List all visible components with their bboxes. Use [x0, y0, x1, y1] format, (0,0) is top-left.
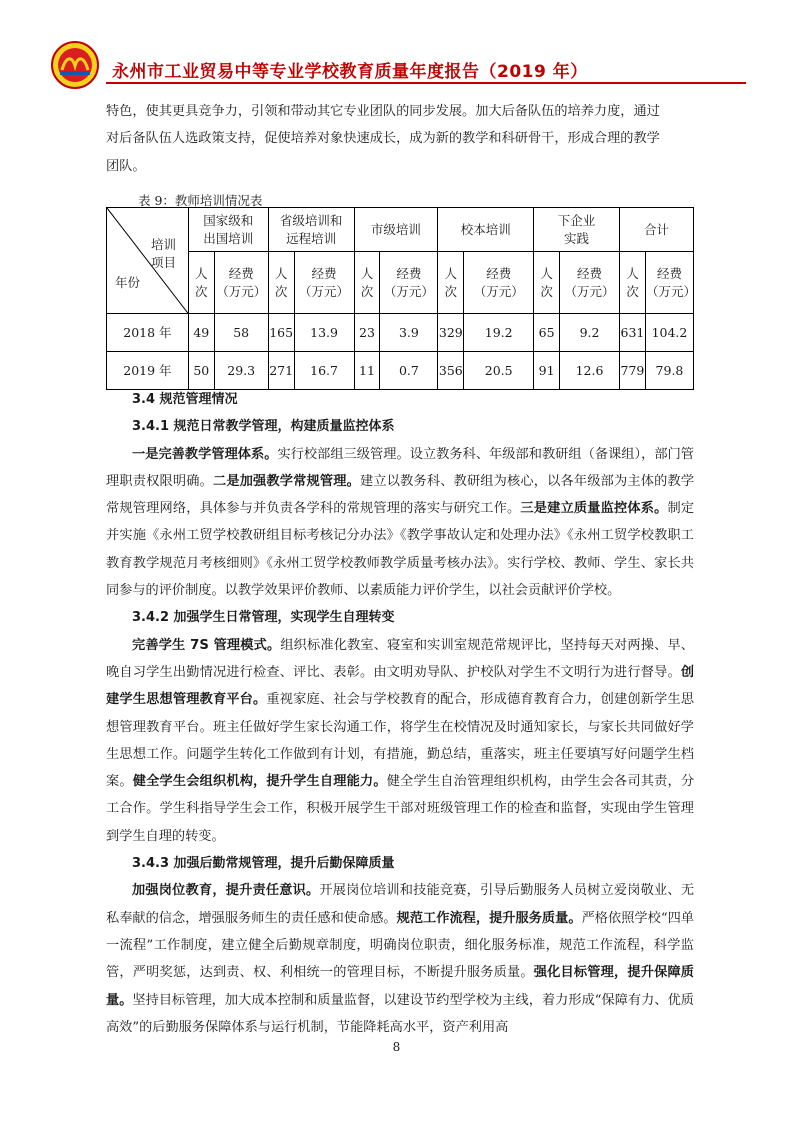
sub-header-count: 人次	[188, 252, 214, 314]
body-text-run: 重视家庭、社会与学校教育的配合，形成德育教育合力，创建创新学生思想管理教育平台。班主任做好学生家长沟通工作，将学生在校情况及时通知家长，与家长共同做好学生思想工作。问题学生转化工作做到有计划，有措施，勤总结，重落实，班主任要填写好问题学生档案。	[106, 692, 695, 790]
bold-lead-phrase: 完善学生 7S 管理模式。	[132, 637, 281, 653]
section-heading-3-4: 3.4 规范管理情况	[132, 392, 238, 407]
teacher-training-table	[106, 207, 694, 390]
table-cell: 631	[619, 314, 645, 352]
sub-header-count: 人次	[438, 252, 464, 314]
paragraph-logistics-management	[106, 877, 694, 1041]
table-cell: 3.9	[380, 314, 438, 352]
table-cell: 91	[534, 352, 560, 390]
group-header-city: 市级培训	[354, 208, 438, 252]
table-cell: 20.5	[464, 352, 534, 390]
body-text-run: 开展岗位培训和技能竞赛，引导后勤服务人员树立爱岗敬业、无私奉献的信念，增强服务师生的责任感和使命感。	[106, 883, 695, 926]
table-cell: 23	[354, 314, 380, 352]
group-header-total: 合计	[619, 208, 693, 252]
sub-header-count: 人次	[268, 252, 294, 314]
table-cell: 50	[188, 352, 214, 390]
bold-lead-phrase: 三是建立质量监控体系。	[520, 501, 668, 517]
bold-lead-phrase: 健全学生会组织机构，提升学生自理能力。	[132, 774, 387, 790]
table-cell: 16.7	[294, 352, 354, 390]
table-cell: 79.8	[645, 352, 693, 390]
table-cell: 104.2	[645, 314, 693, 352]
table-cell: 11	[354, 352, 380, 390]
table-cell: 9.2	[560, 314, 620, 352]
section-heading-3-4-3: 3.4.3 加强后勤常规管理，提升后勤保障质量	[132, 856, 395, 872]
table-cell: 0.7	[380, 352, 438, 390]
bold-lead-phrase: 二是加强教学常规管理。	[212, 473, 360, 489]
intro-line: 特色，使其更具竞争力，引领和带动其它专业团队的同步发展。加大后备队伍的培养力度，通过	[106, 104, 660, 119]
sub-header-cost: 经费 （万元）	[464, 252, 534, 314]
bold-lead-phrase: 加强岗位教育，提升责任意识。	[132, 883, 320, 899]
management-section	[106, 386, 694, 1041]
sub-header-cost: 经费 （万元）	[560, 252, 620, 314]
table-cell: 13.9	[294, 314, 354, 352]
header-title: 永州市工业贸易中等专业学校教育质量年度报告（2019 年）	[112, 62, 588, 82]
paragraph-teaching-management	[106, 441, 694, 605]
section-heading-3-4-1: 3.4.1 规范日常教学管理，构建质量监控体系	[132, 419, 395, 435]
body-text-run: 严格依照学校“四单一流程”工作制度，建立健全后勤规章制度，明确岗位职责，细化服务标准，规范工作流程，科学监管，严明奖惩，达到责、权、利相统一的管理目标，不断提升服务质量。	[106, 910, 695, 981]
year-cell: 2019 年	[107, 352, 189, 390]
sub-header-cost: 经费 （万元）	[645, 252, 693, 314]
intro-paragraph	[106, 98, 694, 180]
body-text-run: 坚持目标管理，加大成本控制和质量监督，以建设节约型学校为主线，着力形成“保障有力、优质高效”的后勤服务保障体系与运行机制，节能降耗高水平，资产利用高	[106, 992, 694, 1035]
page-header	[50, 40, 750, 90]
group-header-school: 校本培训	[438, 208, 534, 252]
table-cell: 329	[438, 314, 464, 352]
page-number: 8	[392, 1040, 401, 1054]
sub-header-row	[107, 252, 694, 314]
body-text-run: 实行校部组三级管理。设立教务科、年级部和教研组（备课组），部门管理职责权限明确。	[106, 446, 694, 489]
year-cell: 2018 年	[107, 314, 189, 352]
header-divider	[106, 82, 746, 84]
bold-lead-phrase: 创建学生思想管理教育平台。	[106, 664, 694, 708]
table-cell: 271	[268, 352, 294, 390]
body-text-run: 制定并实施《永州工贸学校教研组目标考核记分办法》《教学事故认定和处理办法》《永州工贸学校教职工教育教学规范月考核细则》《永州工贸学校教师教学质量考核办法》。实行学校、教师、学生、家长共同参与的评价制度。以教学效果评价教师、以素质能力评价学生，以社会贡献评价学校。	[106, 501, 695, 599]
corner-label-year: 年份	[115, 275, 141, 290]
sub-header-count: 人次	[534, 252, 560, 314]
bold-lead-phrase: 规范工作流程，提升服务质量。	[396, 910, 582, 926]
corner-header-cell	[107, 208, 189, 314]
table-row	[107, 352, 694, 390]
body-text-run: 建立以教务科、教研组为核心，以各年级部为主体的教学常规管理网络，具体参与并负责各学科的常规管理的落实与研究工作。	[106, 473, 695, 517]
section-heading-3-4-2: 3.4.2 加强学生日常管理，实现学生自理转变	[132, 610, 395, 626]
paragraph-student-management	[106, 632, 694, 850]
intro-line: 团队。	[106, 158, 146, 174]
sub-header-count: 人次	[619, 252, 645, 314]
table-cell: 19.2	[464, 314, 534, 352]
corner-label-training: 培训	[151, 237, 177, 252]
table-cell: 65	[534, 314, 560, 352]
table-cell: 356	[438, 352, 464, 390]
bold-lead-phrase: 一是完善教学管理体系。	[132, 446, 278, 462]
intro-line: 对后备队伍人选政策支持，促使培养对象快速成长，成为新的教学和科研骨干，形成合理的教学	[106, 131, 660, 147]
body-text-run: 组织标准化教室、寝室和实训室规范常规评比，坚持每天对两操、早、晚自习学生出勤情况进行检查、评比、表彰。由文明劝导队、护校队对学生不文明行为进行督导。	[106, 637, 694, 680]
table-cell: 779	[619, 352, 645, 390]
body-text-run: 健全学生自治管理组织机构，由学生会各司其责，分工合作。学生科指导学生会工作，积极开展学生干部对班级管理工作的检查和监督，实现由学生管理到学生自理的转变。	[106, 774, 695, 844]
school-emblem-icon	[50, 40, 100, 90]
group-header-enterprise: 下企业 实践	[534, 208, 620, 252]
corner-label-item: 项目	[151, 255, 177, 270]
table-row	[107, 314, 694, 352]
sub-header-cost: 经费 （万元）	[294, 252, 354, 314]
bold-lead-phrase: 强化目标管理，提升保障质量。	[106, 965, 694, 1008]
table-cell: 165	[268, 314, 294, 352]
sub-header-cost: 经费 （万元）	[214, 252, 268, 314]
group-header-provincial: 省级培训和 远程培训	[268, 208, 354, 252]
table-caption: 表 9：教师培训情况表	[138, 193, 263, 208]
sub-header-cost: 经费 （万元）	[380, 252, 438, 314]
group-header-national: 国家级和 出国培训	[188, 208, 268, 252]
table-cell: 29.3	[214, 352, 268, 390]
sub-header-count: 人次	[354, 252, 380, 314]
table-cell: 58	[214, 314, 268, 352]
table-cell: 12.6	[560, 352, 620, 390]
table-cell: 49	[188, 314, 214, 352]
